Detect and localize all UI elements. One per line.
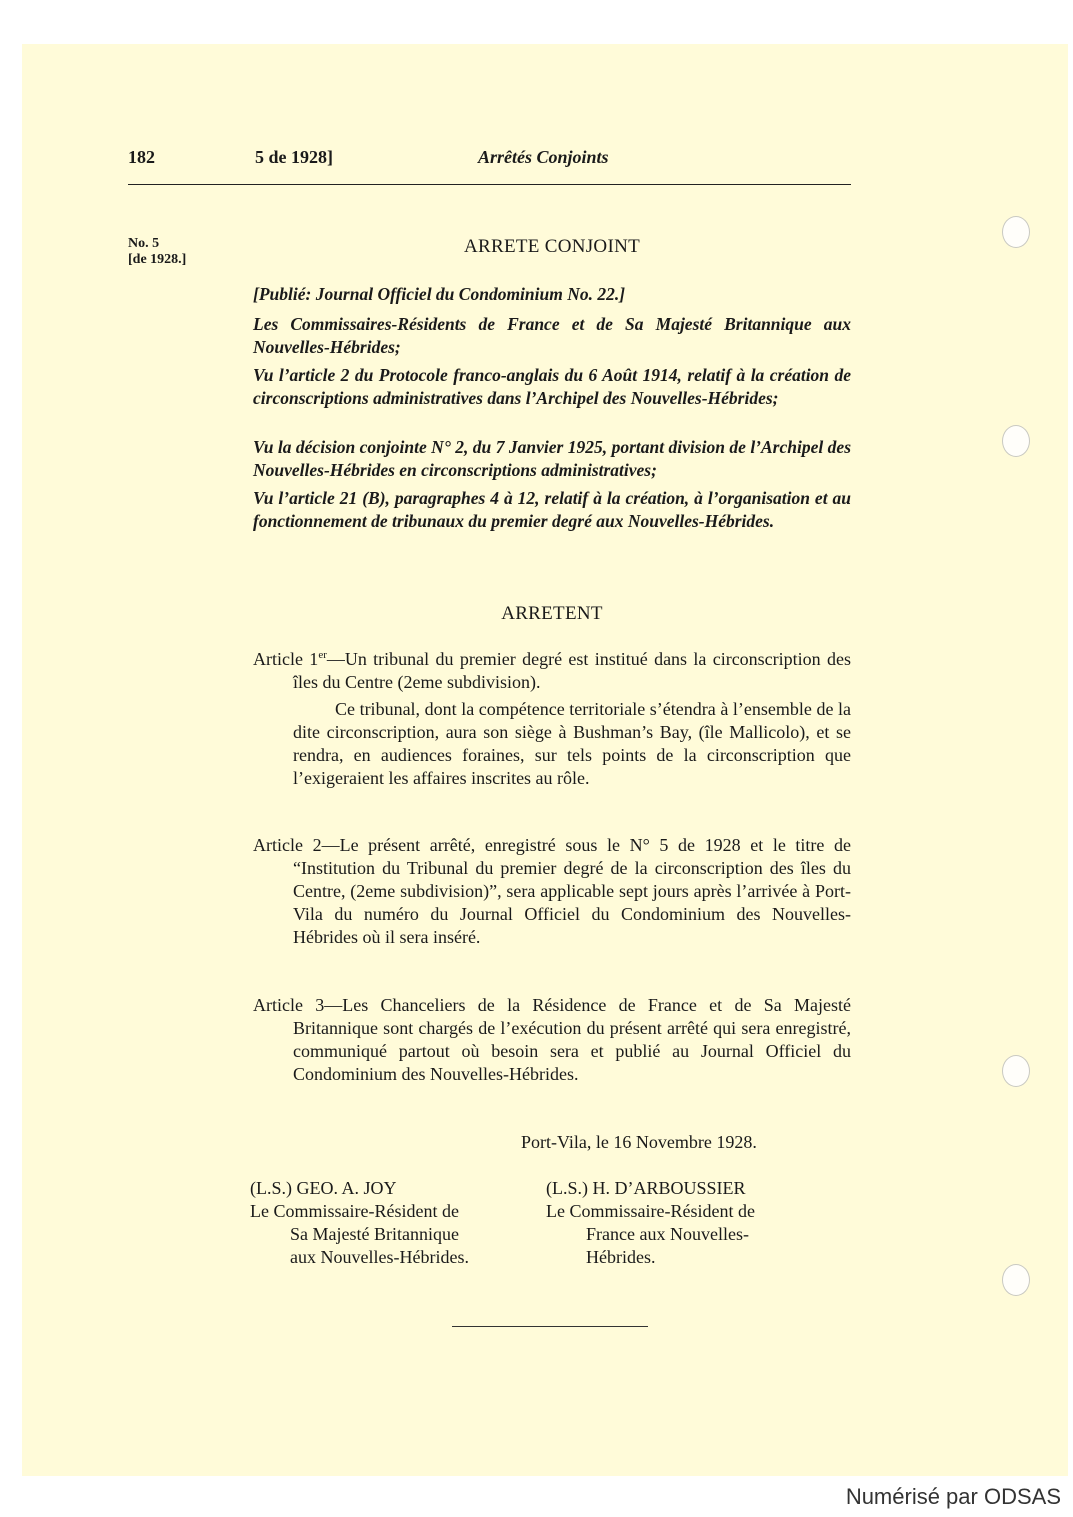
article-1-label: Article 1 [253, 649, 319, 669]
signature-british-name: (L.S.) GEO. A. JOY [250, 1178, 397, 1198]
article-3 [253, 994, 851, 1086]
closing-rule [452, 1326, 648, 1327]
binder-hole [1002, 1055, 1030, 1087]
signature-french-title-1: Le Commissaire-Résident de [546, 1201, 755, 1221]
place-date: Port-Vila, le 16 Novembre 1928. [521, 1132, 757, 1152]
article-2-text: Article 2—Le présent arrêté, enregistré sous le N° 5 de 1928 et le titre de “Institution du Tribunal du premier degré de la circonscription des îles du Centre, (2eme subdivision)”, sera applicable sept jours après l’arrivée à Port-Vila du numéro du Journal Officiel du Condominium des Nouvelles-Hébrides où il sera inséré. [253, 835, 851, 947]
publication-note: [Publié: Journal Officiel du Condominium No. 22.] [253, 284, 626, 304]
binder-hole [1002, 425, 1030, 457]
margin-note-year: [de 1928.] [128, 252, 187, 267]
header-reference: 5 de 1928] [255, 147, 333, 167]
preamble-commissioners: Les Commissaires-Résidents de France et de Sa Majesté Britannique aux Nouvelles-Hébrides; [253, 314, 851, 357]
signature-french-title-3: Hébrides. [586, 1247, 656, 1267]
signature-british-title-3: aux Nouvelles-Hébrides. [290, 1247, 469, 1267]
document-title: ARRETE CONJOINT [463, 236, 641, 257]
signature-british-title-1: Le Commissaire-Résident de [250, 1201, 459, 1221]
preamble-decision: Vu la décision conjointe N° 2, du 7 Janvier 1925, portant division de l’Archipel des Nouvelles-Hébrides en circonscriptions administratives; [253, 437, 851, 480]
preamble-protocol: Vu l’article 2 du Protocole franco-anglais du 6 Août 1914, relatif à la création de circonscriptions administratives dans l’Archipel des Nouvelles-Hébrides; [253, 365, 851, 408]
article-1-paragraph-2: Ce tribunal, dont la compétence territoriale s’étendra à l’ensemble de la dite circonscription, aura son siège à Bushman’s Bay, (île Mallicolo), et se rendra, en audiences foraines, sur tels points de la circonscription que l’exigeraient les affaires inscrites au rôle. [293, 699, 851, 788]
article-1-text [253, 648, 851, 694]
header-rule [128, 184, 851, 185]
signature-british [250, 1177, 469, 1269]
digitization-credit: Numérisé par ODSAS [845, 1484, 1061, 1509]
header-title: Arrêtés Conjoints [478, 147, 609, 167]
article-1 [253, 648, 851, 790]
signature-french-name: (L.S.) H. D’ARBOUSSIER [546, 1178, 746, 1198]
signature-british-title-2: Sa Majesté Britannique [290, 1224, 459, 1244]
signature-french [546, 1177, 755, 1269]
binder-hole [1002, 1264, 1030, 1296]
signature-french-title-2: France aux Nouvelles- [586, 1224, 749, 1244]
page-number: 182 [128, 147, 155, 167]
article-1-superscript: er [318, 649, 327, 661]
article-3-text: Article 3—Les Chanceliers de la Résidence de France et de Sa Majesté Britannique sont chargés de l’exécution du présent arrêté qui sera enregistré, communiqué partout où besoin sera et publié au Journal Officiel du Condominium des Nouvelles-Hébrides. [253, 995, 851, 1084]
arretent-heading: ARRETENT [501, 603, 603, 624]
margin-note [128, 236, 186, 268]
binder-hole [1002, 216, 1030, 248]
article-1-body: —Un tribunal du premier degré est institué dans la circonscription des îles du Centre (2eme subdivision). [293, 649, 851, 692]
article-2 [253, 834, 851, 949]
preamble-article-21: Vu l’article 21 (B), paragraphes 4 à 12, relatif à la création, à l’organisation et au fonctionnement de tribunaux du premier degré aux Nouvelles-Hébrides. [253, 488, 851, 531]
margin-note-number: No. 5 [128, 236, 160, 251]
